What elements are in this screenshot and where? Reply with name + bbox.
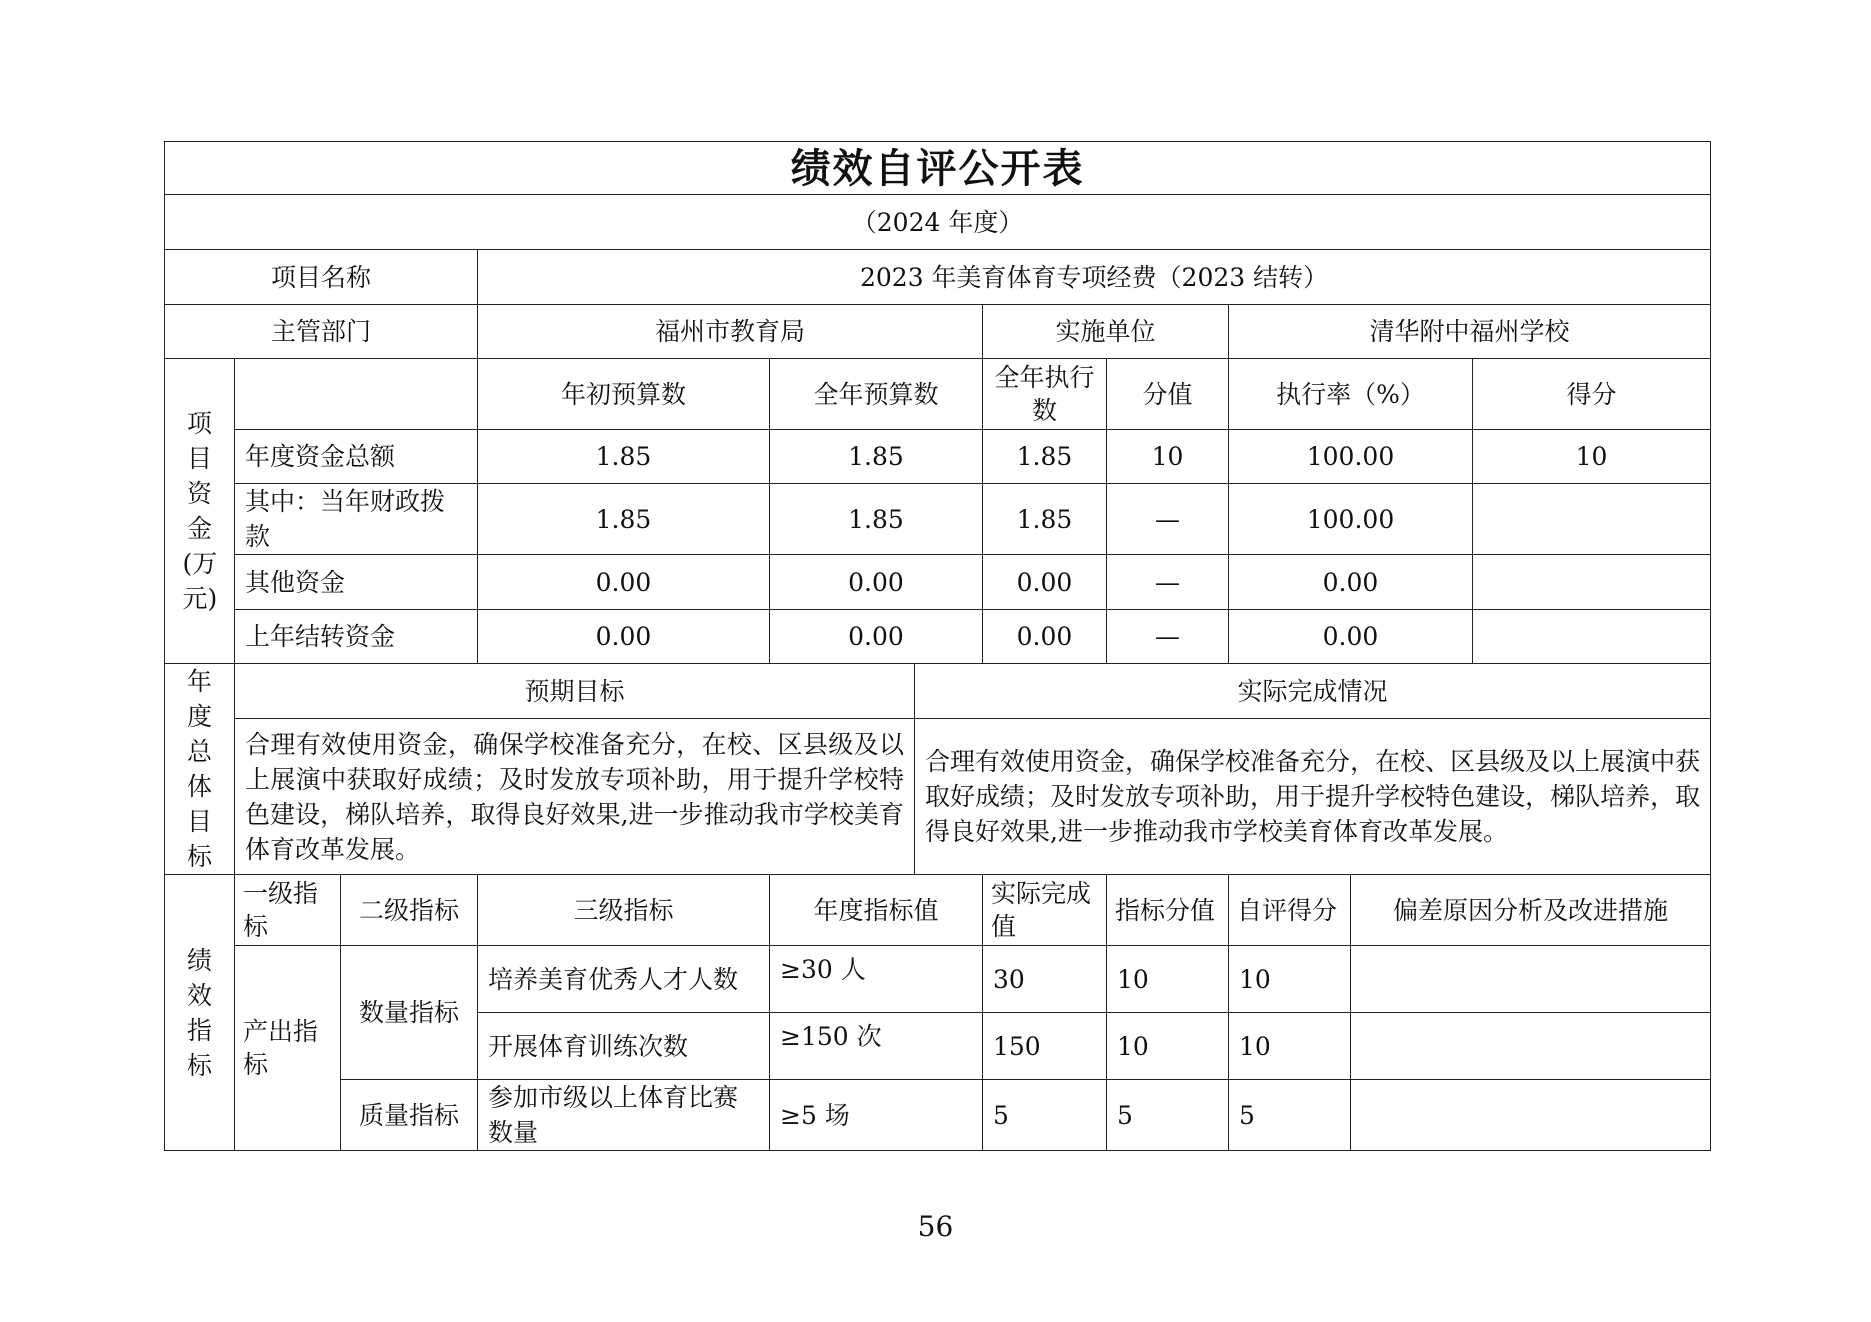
- dept-label: 主管部门: [165, 305, 478, 359]
- actual-result-label: 实际完成情况: [915, 664, 1711, 719]
- funds-cell: [1473, 610, 1711, 664]
- project-name-label: 项目名称: [165, 250, 478, 305]
- funds-cell: 0.00: [1229, 555, 1473, 610]
- indicator-header-level2: 二级指标: [341, 875, 478, 946]
- funds-header-score: 得分: [1473, 359, 1711, 430]
- funds-header-blank: [235, 359, 478, 430]
- funds-cell: —: [1107, 484, 1229, 555]
- unit-value: 清华附中福州学校: [1229, 305, 1711, 359]
- indicator-level3: 参加市级以上体育比赛数量: [478, 1080, 770, 1151]
- funds-cell: 100.00: [1229, 484, 1473, 555]
- indicator-score: 10: [1229, 1013, 1351, 1080]
- funds-cell: —: [1107, 555, 1229, 610]
- funds-header-executed: 全年执行数: [983, 359, 1107, 430]
- indicator-group-quality: 质量指标: [341, 1080, 478, 1151]
- funds-row-label: 年度资金总额: [235, 430, 478, 484]
- funds-cell: 10: [1107, 430, 1229, 484]
- indicator-score: 10: [1229, 946, 1351, 1013]
- indicator-target: ≥30 人: [770, 946, 983, 1013]
- indicator-header-level3: 三级指标: [478, 875, 770, 946]
- funds-header-annual: 全年预算数: [770, 359, 983, 430]
- funds-cell: 0.00: [983, 555, 1107, 610]
- indicator-weight: 10: [1107, 1013, 1229, 1080]
- funds-cell: [1473, 484, 1711, 555]
- funds-cell: 0.00: [770, 555, 983, 610]
- funds-cell: 1.85: [478, 484, 770, 555]
- indicator-level1-output: 产出指标: [235, 946, 341, 1151]
- funds-cell: —: [1107, 610, 1229, 664]
- indicator-note: [1351, 1013, 1711, 1080]
- funds-cell: 0.00: [770, 610, 983, 664]
- funds-cell: 0.00: [1229, 610, 1473, 664]
- indicator-note: [1351, 1080, 1711, 1151]
- funds-cell: 10: [1473, 430, 1711, 484]
- indicator-weight: 10: [1107, 946, 1229, 1013]
- funds-side-label: 项目资金(万元): [165, 359, 235, 664]
- expected-goal-text: 合理有效使用资金，确保学校准备充分，在校、区县级及以上展演中获取好成绩；及时发放专项补助，用于提升学校特色建设，梯队培养，取得良好效果,进一步推动我市学校美育体育改革发展。: [235, 719, 915, 875]
- indicator-level3: 培养美育优秀人才人数: [478, 946, 770, 1013]
- indicator-target: ≥150 次: [770, 1013, 983, 1080]
- performance-table: [164, 141, 1711, 1151]
- indicator-level3: 开展体育训练次数: [478, 1013, 770, 1080]
- expected-goal-label: 预期目标: [235, 664, 915, 719]
- funds-cell: 0.00: [983, 610, 1107, 664]
- funds-cell: 1.85: [983, 484, 1107, 555]
- indicator-target: ≥5 场: [770, 1080, 983, 1151]
- year-label: （2024 年度）: [165, 195, 1711, 250]
- indicator-actual: 5: [983, 1080, 1107, 1151]
- funds-header-initial: 年初预算数: [478, 359, 770, 430]
- indicator-score: 5: [1229, 1080, 1351, 1151]
- funds-cell: 1.85: [770, 430, 983, 484]
- funds-row-label: 上年结转资金: [235, 610, 478, 664]
- funds-cell: [1473, 555, 1711, 610]
- indicator-header-score: 自评得分: [1229, 875, 1351, 946]
- funds-cell: 1.85: [983, 430, 1107, 484]
- funds-row-label: 其中：当年财政拨款: [235, 484, 478, 555]
- indicator-actual: 30: [983, 946, 1107, 1013]
- unit-label: 实施单位: [983, 305, 1229, 359]
- indicator-group-quantity: 数量指标: [341, 946, 478, 1080]
- indicators-side-label: 绩效指标: [165, 875, 235, 1151]
- indicator-weight: 5: [1107, 1080, 1229, 1151]
- funds-header-points: 分值: [1107, 359, 1229, 430]
- funds-cell: 1.85: [770, 484, 983, 555]
- indicator-header-actual: 实际完成值: [983, 875, 1107, 946]
- actual-result-text: 合理有效使用资金，确保学校准备充分，在校、区县级及以上展演中获取好成绩；及时发放专项补助，用于提升学校特色建设，梯队培养，取得良好效果,进一步推动我市学校美育体育改革发展。: [915, 719, 1711, 875]
- page-number: 56: [917, 1210, 954, 1243]
- indicator-note: [1351, 946, 1711, 1013]
- project-name-value: 2023 年美育体育专项经费（2023 结转）: [478, 250, 1711, 305]
- funds-row-label: 其他资金: [235, 555, 478, 610]
- funds-cell: 1.85: [478, 430, 770, 484]
- funds-cell: 0.00: [478, 555, 770, 610]
- indicator-header-note: 偏差原因分析及改进措施: [1351, 875, 1711, 946]
- indicator-header-weight: 指标分值: [1107, 875, 1229, 946]
- funds-header-rate: 执行率（%）: [1229, 359, 1473, 430]
- funds-cell: 100.00: [1229, 430, 1473, 484]
- indicator-actual: 150: [983, 1013, 1107, 1080]
- funds-cell: 0.00: [478, 610, 770, 664]
- indicator-header-target: 年度指标值: [770, 875, 983, 946]
- table-title: 绩效自评公开表: [165, 142, 1711, 195]
- indicator-header-level1: 一级指标: [235, 875, 341, 946]
- dept-value: 福州市教育局: [478, 305, 983, 359]
- goals-side-label: 年度总体目标: [165, 664, 235, 875]
